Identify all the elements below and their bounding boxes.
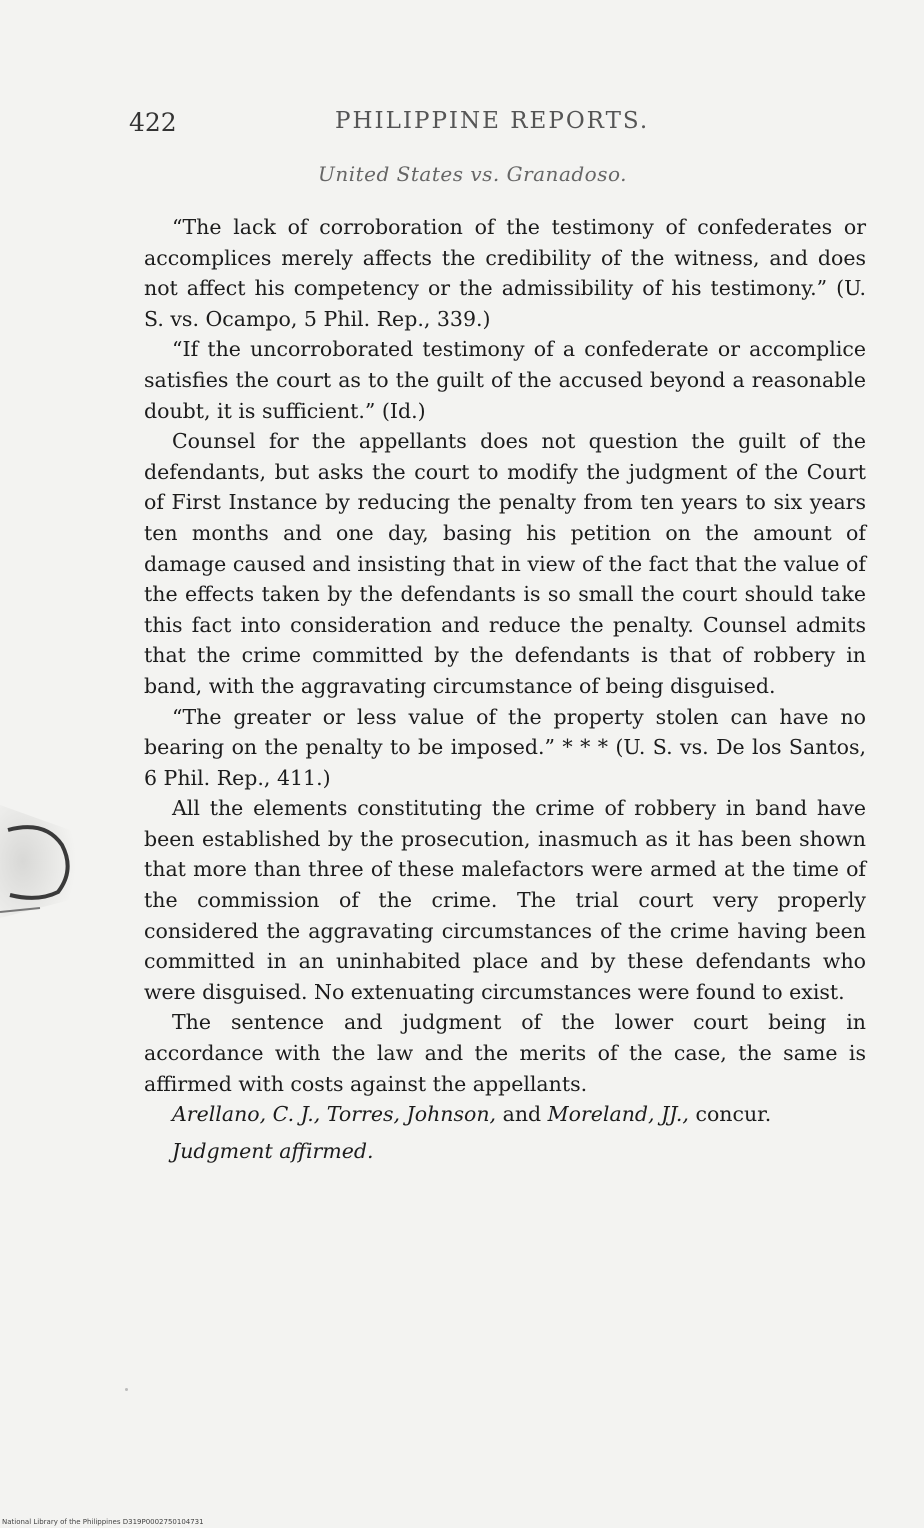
speck	[125, 1388, 128, 1391]
page-number: 422	[129, 108, 177, 137]
running-head: PHILIPPINE REPORTS.	[335, 108, 650, 134]
concurring-justice-last: Moreland, JJ.,	[547, 1102, 689, 1127]
page-header	[125, 108, 865, 148]
paragraph: “If the uncorroborated testimony of a confederate or accomplice satisfies the court as to the guilt of the accused beyond a reasonable doubt, it is sufficient.” (Id.)	[144, 337, 866, 423]
paragraph: “The lack of corroboration of the testimony of confederates or accomplices merely affects the credibility of the witness, and does not affect his competency or the admissibility of his testimony.” (U. S. vs. Ocampo, 5 Phil. Rep., 339.)	[144, 215, 866, 331]
scanner-thumb-mark	[0, 800, 80, 920]
scan-footer: National Library of the Philippines D319P0002750104731	[2, 1518, 204, 1526]
case-caption: United States vs. Granadoso.	[318, 162, 628, 186]
paragraph: The sentence and judgment of the lower court being in accordance with the law and the merits of the case, the same is affirmed with costs against the appellants.	[144, 1010, 866, 1096]
concurrence-line	[144, 1099, 866, 1130]
concurring-justices: Arellano, C. J., Torres, Johnson,	[172, 1102, 497, 1127]
paragraph: Counsel for the appellants does not question the guilt of the defendants, but asks the court to modify the judgment of the Court of First Instance by reducing the penalty from ten years to six years ten months and one day, basing his petition on the amount of damage caused and insisting that in view of the fact that the value of the effects taken by the defendants is so small the court should take this fact into consideration and reduce the penalty. Counsel admits that the crime committed by the defendants is that of robbery in band, with the aggravating circumstance of being disguised.	[144, 429, 866, 698]
paragraph: “The greater or less value of the property stolen can have no bearing on the penalty to be imposed.” * * * (U. S. vs. De los Santos, 6 Phil. Rep., 411.)	[144, 704, 866, 790]
opinion-body	[144, 212, 866, 1166]
concurrence-and: and	[496, 1102, 548, 1127]
concurrence-verb: concur.	[688, 1102, 772, 1127]
disposition: Judgment affirmed.	[172, 1138, 374, 1163]
paragraph: All the elements constituting the crime of robbery in band have been established by the prosecution, inasmuch as it has been shown that more than three of these malefactors were armed at the time of the commission of the crime. The trial court very properly considered the aggravating circumstances of the crime having been committed in an uninhabited place and by these defendants who were disguised. No extenuating circumstances were found to exist.	[144, 796, 866, 1004]
